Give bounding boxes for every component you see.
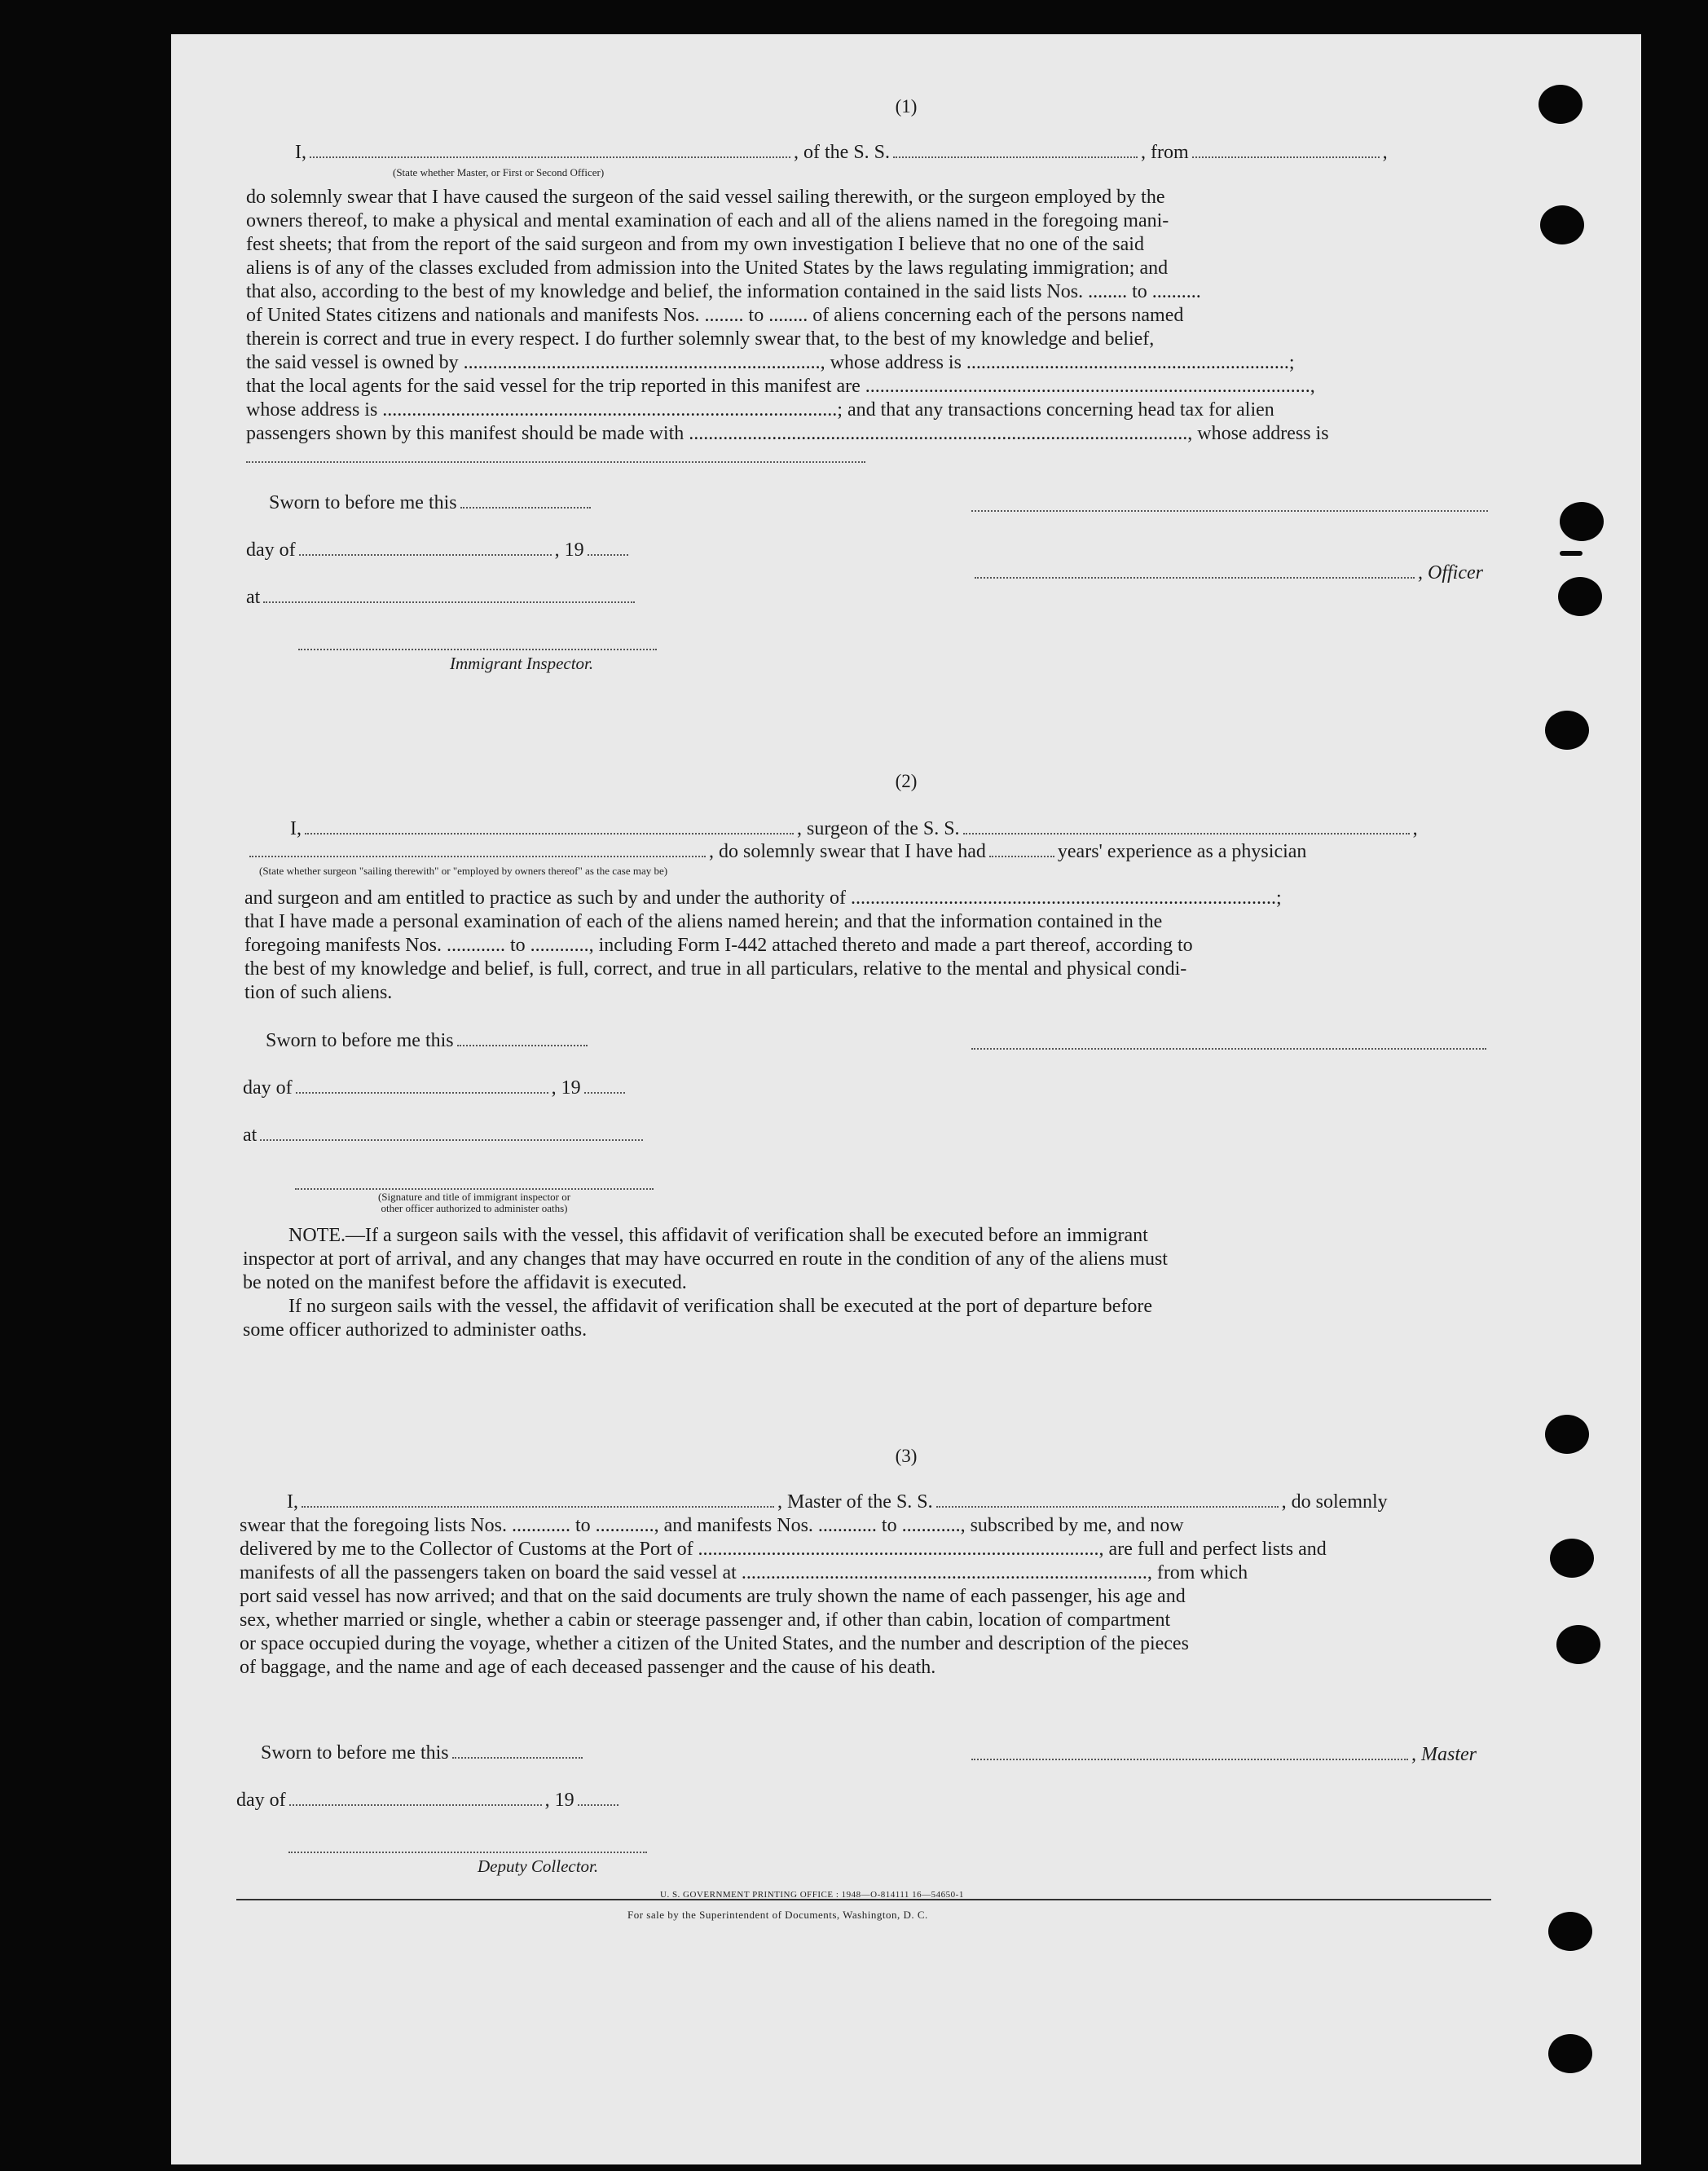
section-1-i: I, (295, 142, 306, 163)
punch-hole (1548, 2034, 1592, 2073)
officer-signature-line-1[interactable] (971, 510, 1488, 512)
paragraph-line: swear that the foregoing lists Nos. ............ to ............, and manifests Nos. ............ to ............, subscribed by me, and now (240, 1515, 1184, 1536)
paragraph-line: that also, according to the best of my knowledge and belief, the information contained in the said lists Nos. ........ to .......... (246, 281, 1201, 302)
day-field[interactable] (299, 553, 552, 556)
master-signature-row (968, 1744, 1477, 1766)
paragraph-line: that I have made a personal examination of each of the aliens named herein; and that the information contained in the (244, 911, 1163, 932)
rank-caption: (State whether Master, or First or Second Officer) (393, 166, 605, 178)
inspector-signature-line[interactable] (295, 1188, 654, 1190)
sworn-date-field[interactable] (457, 1043, 588, 1046)
continuation-line[interactable] (246, 461, 865, 463)
punch-hole (1550, 1539, 1594, 1578)
vessel-name-field[interactable] (893, 155, 1138, 158)
paragraph-line: whose address is .............................................................................................; and that any transactions concerning head tax for alien (246, 399, 1274, 421)
surgeon-name-field[interactable] (305, 831, 794, 834)
surgeon-of-label: , surgeon of the S. S. (797, 818, 960, 839)
section-3-paragraph (240, 1514, 1486, 1703)
section-1-day-row (246, 539, 632, 561)
solemnly-swear-label: , do solemnly swear that I have had (709, 841, 986, 862)
master-signature-line[interactable] (971, 1757, 1408, 1760)
day-of-label: day of (243, 1077, 293, 1099)
sworn-date-field[interactable] (452, 1755, 583, 1759)
at-label: at (246, 587, 261, 608)
paragraph-line: foregoing manifests Nos. ............ to ............, including Form I-442 attached thereto and made a part thereof, according to (244, 935, 1193, 956)
deputy-collector-signature-line[interactable] (288, 1852, 647, 1853)
paragraph-line: fest sheets; that from the report of the said surgeon and from my own investigation I believe that no one of the said (246, 234, 1144, 255)
paragraph-line: do solemnly swear that I have caused the surgeon of the said vessel sailing therewith, or the surgeon employed by the (246, 187, 1165, 208)
year-label: , 19 (554, 539, 584, 561)
master-name-field[interactable] (302, 1504, 774, 1508)
sworn-date-field[interactable] (460, 505, 591, 509)
surgeon-status-caption: (State whether surgeon "sailing therewith" or "employed by owners thereof" as the case may be) (259, 865, 668, 877)
punch-hole (1548, 1912, 1592, 1951)
section-1-line-end: , (1382, 142, 1388, 163)
section-1-from: , from (1141, 142, 1189, 163)
master-of-label: , Master of the S. S. (777, 1491, 933, 1513)
at-place-field[interactable] (263, 600, 635, 603)
port-from-field[interactable] (1192, 155, 1380, 158)
section-2-number: (2) (895, 771, 918, 791)
section-2-at-row (243, 1125, 646, 1147)
note-line: If no surgeon sails with the vessel, the affidavit of verification shall be executed at the port of departure before (288, 1296, 1153, 1317)
immigrant-inspector-label: Immigrant Inspector. (450, 654, 594, 673)
surgeon-signature-line[interactable] (971, 1048, 1486, 1050)
paragraph-line: and surgeon and am entitled to practice as such by and under the authority of .......................................................................................; (244, 887, 1282, 909)
section-1-of-ss: , of the S. S. (794, 142, 891, 163)
sworn-label: Sworn to before me this (266, 1030, 454, 1051)
note-line: NOTE.—If a surgeon sails with the vessel, this affidavit of verification shall be executed before an immigrant (288, 1225, 1148, 1246)
day-of-label: day of (246, 539, 296, 561)
section-1-line-1 (295, 142, 1388, 164)
paragraph-line: tion of such aliens. (244, 982, 393, 1003)
footer-rule (236, 1899, 1491, 1900)
paragraph-line: manifests of all the passengers taken on board the said vessel at ..................................................................................., from which (240, 1562, 1248, 1583)
year-field[interactable] (588, 553, 628, 556)
paragraph-line: passengers shown by this manifest should be made with ......................................................................................................, whose address is (246, 423, 1329, 444)
punch-hole (1545, 711, 1589, 750)
punch-hole (1545, 1415, 1589, 1454)
printing-office-line: U. S. GOVERNMENT PRINTING OFFICE : 1948—O-814111 16—54650-1 (660, 1890, 964, 1900)
year-field[interactable] (584, 1090, 625, 1094)
section-1-sworn-row (269, 492, 594, 514)
officer-signature-line-2[interactable] (975, 575, 1415, 579)
punch-hole (1558, 577, 1602, 616)
paragraph-line: that the local agents for the said vessel for the trip reported in this manifest are ..........................................................................................., (246, 376, 1315, 397)
surgeon-vessel-field[interactable] (963, 831, 1410, 834)
day-field[interactable] (296, 1090, 548, 1094)
officer-signature-row (971, 562, 1483, 584)
deputy-collector-label: Deputy Collector. (478, 1856, 599, 1876)
punch-hole (1539, 85, 1583, 124)
day-field[interactable] (289, 1803, 542, 1806)
paragraph-line: or space occupied during the voyage, whether a citizen of the United States, and the number and description of the pieces (240, 1633, 1189, 1654)
section-2-line-2 (246, 841, 1306, 863)
section-2-line-1 (290, 818, 1418, 840)
paragraph-line: sex, whether married or single, whether a cabin or steerage passenger and, if other than cabin, location of compartment (240, 1610, 1171, 1631)
year-field[interactable] (578, 1803, 618, 1806)
years-field[interactable] (989, 854, 1054, 857)
master-label: , Master (1411, 1744, 1477, 1765)
years-experience-label: years' experience as a physician (1057, 841, 1307, 862)
officer-label: , Officer (1418, 562, 1483, 583)
master-vessel-field[interactable] (936, 1504, 1279, 1508)
note-line: be noted on the manifest before the affidavit is executed. (243, 1272, 687, 1293)
form-page (171, 34, 1641, 2164)
inspector-signature-line[interactable] (298, 649, 657, 650)
at-label: at (243, 1125, 258, 1146)
surgeon-status-field[interactable] (249, 854, 706, 857)
section-2-day-row (243, 1077, 628, 1099)
section-1-paragraph (246, 186, 1488, 469)
section-1-at-row (246, 587, 638, 609)
paragraph-line: of United States citizens and nationals and manifests Nos. ........ to ........ of aliens concerning each of the persons named (246, 305, 1184, 326)
section-2-line-end: , (1412, 818, 1418, 839)
year-label: , 19 (551, 1077, 581, 1099)
year-label: , 19 (544, 1790, 574, 1811)
section-3-i: I, (287, 1491, 298, 1513)
day-of-label: day of (236, 1790, 286, 1811)
sworn-label: Sworn to before me this (261, 1742, 449, 1764)
paragraph-line: delivered by me to the Collector of Customs at the Port of .................................................................................., are full and perfect lists and (240, 1539, 1327, 1560)
inspector-signature-caption: (Signature and title of immigrant inspector or other officer authorized to administer oaths) (377, 1191, 571, 1214)
do-solemnly-label: , do solemnly (1281, 1491, 1388, 1513)
note-line: inspector at port of arrival, and any changes that may have occurred en route in the condition of any of the aliens must (243, 1248, 1168, 1270)
paragraph-line: aliens is of any of the classes excluded from admission into the United States by the laws regulating immigration; and (246, 258, 1169, 279)
scan-speck (1560, 551, 1583, 556)
paragraph-line: the best of my knowledge and belief, is full, correct, and true in all particulars, relative to the mental and physical condi- (244, 958, 1187, 980)
section-2-i: I, (290, 818, 302, 839)
punch-hole (1540, 205, 1584, 244)
paragraph-line: port said vessel has now arrived; and that on the said documents are truly shown the name of each passenger, his age and (240, 1586, 1186, 1607)
sworn-label: Sworn to before me this (269, 492, 457, 513)
section-1-number: (1) (895, 96, 918, 117)
paragraph-line: therein is correct and true in every respect. I do further solemnly swear that, to the best of my knowledge and belief, (246, 328, 1155, 350)
section-3-day-row (236, 1790, 622, 1812)
section-2-paragraph (244, 887, 1486, 1028)
surgeon-note (243, 1224, 1486, 1342)
paragraph-line: owners thereof, to make a physical and mental examination of each and all of the aliens named in the foregoing mani- (246, 210, 1169, 231)
name-field[interactable] (310, 155, 790, 158)
paragraph-line: of baggage, and the name and age of each deceased passenger and the cause of his death. (240, 1657, 936, 1678)
paragraph-line: the said vessel is owned by ........................................................................., whose address is ..................................................................; (246, 352, 1295, 373)
section-3-line-1 (287, 1491, 1388, 1513)
section-3-number: (3) (895, 1446, 918, 1466)
punch-hole (1556, 1625, 1600, 1664)
at-place-field[interactable] (260, 1138, 643, 1141)
note-line: some officer authorized to administer oaths. (243, 1319, 588, 1341)
punch-hole (1560, 502, 1604, 541)
section-2-sworn-row (266, 1030, 591, 1052)
for-sale-line: For sale by the Superintendent of Documents, Washington, D. C. (627, 1909, 928, 1921)
section-3-sworn-row (261, 1742, 586, 1764)
